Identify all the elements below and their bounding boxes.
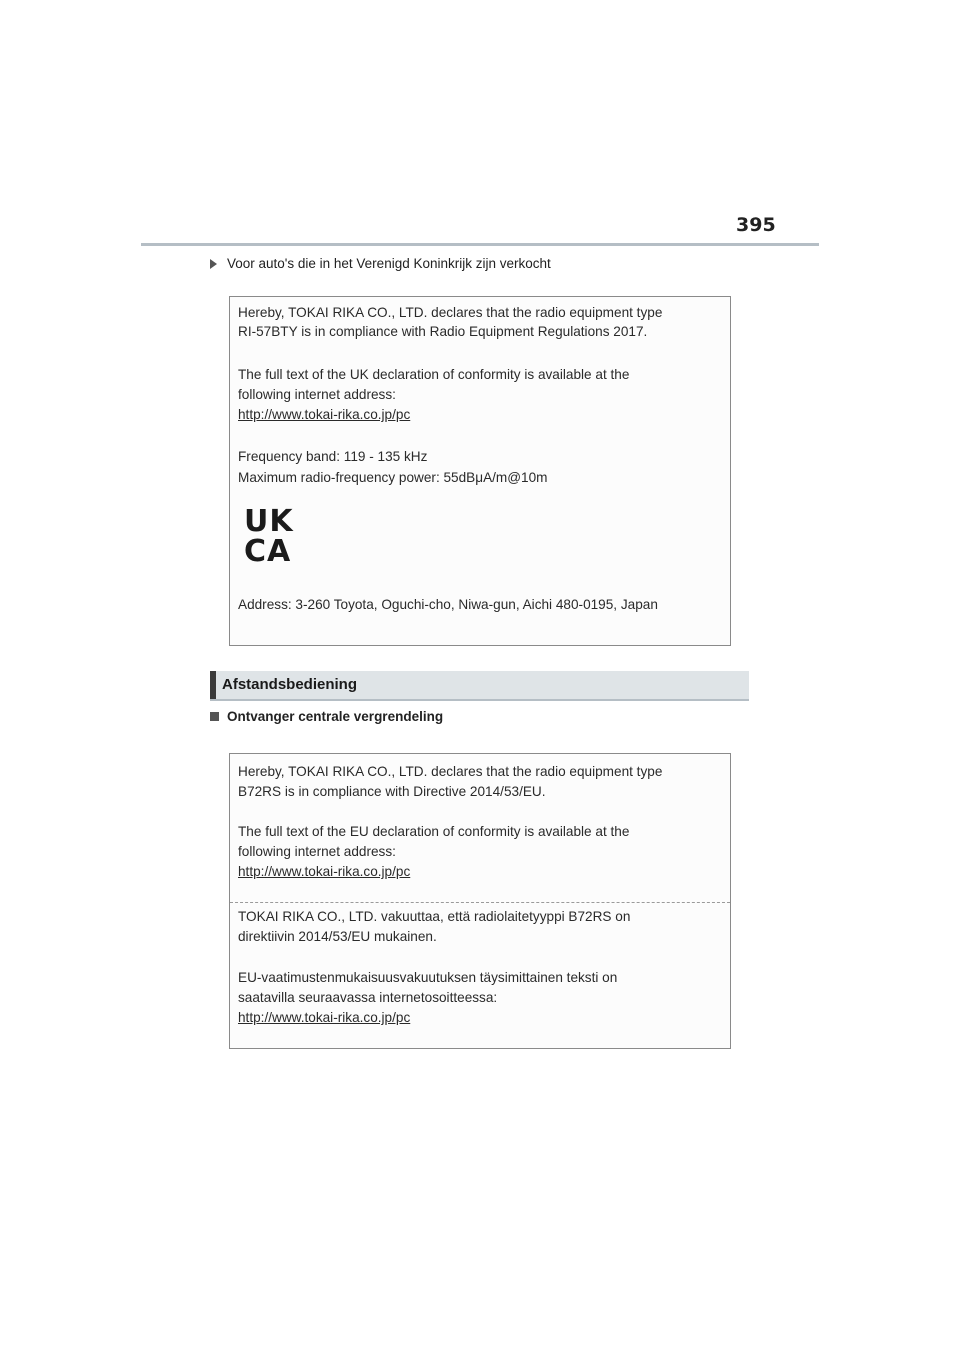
uk-decl-address: Address: 3-260 Toyota, Oguchi-cho, Niwa-gun, Aichi 480-0195, Japan [238,597,658,612]
subsection-heading [210,709,443,724]
uk-decl-frequency: Frequency band: 119 - 135 kHz [238,449,428,464]
eu-decl-divider [230,902,730,903]
eu-decl-fi-line3: EU-vaatimustenmukaisuusvakuutuksen täysimittainen teksti on [238,970,618,985]
eu-decl-link2[interactable]: http://www.tokai-rika.co.jp/pc [238,1010,411,1025]
intro-bullet-text: Voor auto's die in het Verenigd Koninkrijk zijn verkocht [227,256,551,271]
section-heading [210,671,749,701]
eu-decl-fi-line2: direktiivin 2014/53/EU mukainen. [238,929,437,944]
header-rule [141,243,819,246]
page-number: 395 [736,214,776,236]
eu-declaration-box [229,753,731,1049]
triangle-bullet-icon [210,259,217,269]
eu-decl-line2: B72RS is in compliance with Directive 2014/53/EU. [238,784,546,799]
eu-decl-link1[interactable]: http://www.tokai-rika.co.jp/pc [238,864,411,879]
ukca-mark-top: UK [244,504,294,539]
eu-decl-line4: following internet address: [238,844,396,859]
uk-decl-power: Maximum radio-frequency power: 55dBμA/m@10m [238,470,548,485]
eu-decl-line3: The full text of the EU declaration of conformity is available at the [238,824,630,839]
uk-decl-line1: Hereby, TOKAI RIKA CO., LTD. declares that the radio equipment type [238,305,663,320]
ukca-mark [244,504,294,569]
eu-decl-fi-line4: saatavilla seuraavassa internetosoitteessa: [238,990,498,1005]
eu-decl-line1: Hereby, TOKAI RIKA CO., LTD. declares that the radio equipment type [238,764,663,779]
ukca-mark-bottom: CA [244,534,292,569]
uk-decl-line4: following internet address: [238,387,396,402]
square-bullet-icon [210,712,219,721]
intro-bullet [210,256,551,271]
section-title: Afstandsbediening [222,676,358,693]
uk-decl-line3: The full text of the UK declaration of conformity is available at the [238,367,630,382]
eu-decl-fi-line1: TOKAI RIKA CO., LTD. vakuuttaa, että radiolaitetyyppi B72RS on [238,909,631,924]
uk-decl-line2: RI-57BTY is in compliance with Radio Equipment Regulations 2017. [238,324,648,339]
uk-decl-link[interactable]: http://www.tokai-rika.co.jp/pc [238,407,411,422]
section-marker [210,671,216,699]
subsection-title: Ontvanger centrale vergrendeling [227,709,444,724]
uk-declaration-box [229,296,731,646]
